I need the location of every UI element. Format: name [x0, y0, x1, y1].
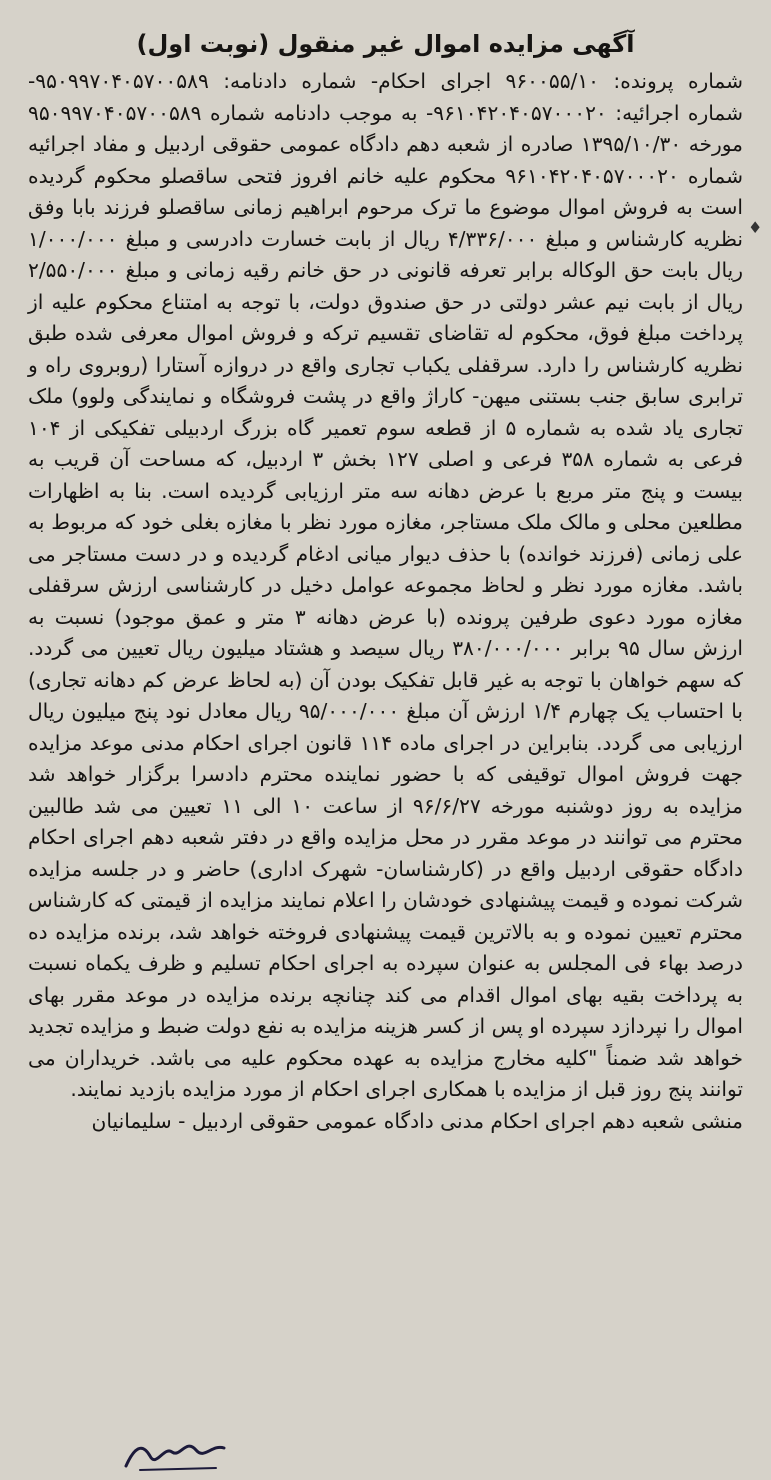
- notice-body: شماره پرونده: ۹۶۰۰۵۵/۱۰ اجرای احکام- شماره دادنامه: ۹۵۰۹۹۷۰۴۰۵۷۰۰۵۸۹- شماره اجرائیه: ۹۶۱۰۴۲۰۴۰۵۷۰۰۰۲۰- به موجب دادنامه شماره ۹۵۰۹۹۷۰۴۰۵۷۰۰۵۸۹ مورخه ۱۳۹۵/۱۰/۳۰ صادره از شعبه دهم دادگاه عمومی حقوقی اردبیل و مفاد اجرائیه شماره ۹۶۱۰۴۲۰۴۰۵۷۰۰۰۲۰ محکوم علیه خانم افروز فتحی ساقصلو محکوم گردیده است به فروش اموال موضوع ما ترک مرحوم ابراهیم زمانی ساقصلو فرزند بابا وفق نظریه کارشناس و مبلغ ۴/۳۳۶/۰۰۰ ریال از بابت خسارت دادرسی و مبلغ ۱/۰۰۰/۰۰۰ ریال بابت حق الوکاله برابر تعرفه قانونی در حق خانم رقیه زمانی و مبلغ ۲/۵۵۰/۰۰۰ ریال از بابت نیم عشر دولتی در حق صندوق دولت، با توجه به امتناع محکوم علیه از پرداخت مبلغ فوق، محکوم له تقاضای تقسیم ترکه و فروش اموال معرفی شده طبق نظریه کارشناس را دارد. سرقفلی یکباب تجاری واقع در دروازه آستارا (روبروی راه و ترابری سابق جنب بستنی میهن- کاراژ واقع در پشت فروشگاه و نمایندگی ولوو) ملک تجاری یاد شده به شماره ۵ از قطعه سوم تعمیر گاه بزرگ اردبیلی تفکیکی از ۱۰۴ فرعی به شماره ۳۵۸ فرعی و اصلی ۱۲۷ بخش ۳ اردبیل، که مساحت آن قریب به بیست و پنج متر مربع با عرض دهانه سه متر ارزیابی گردیده است. بنا به اظهارات مطلعین محلی و مالک ملک مستاجر، مغازه مورد نظر با مغازه بغلی خود که مربوط به علی زمانی (فرزند خوانده) با حذف دیوار میانی ادغام گردیده و در دست مستاجر می باشد. مغازه مورد نظر و لحاظ مجموعه عوامل دخیل در کارشناسی ارزش سرقفلی مغازه مورد دعوی طرفین پرونده (با عرض دهانه ۳ متر و عمق موجود) نسبت به ارزش سال ۹۵ برابر ۳۸۰/۰۰۰/۰۰۰ ریال سیصد و هشتاد میلیون ریال تعیین می گردد. که سهم خواهان با توجه به غیر قابل تفکیک بودن آن (به لحاظ عرض کم دهانه تجاری) با احتساب یک چهارم ۱/۴ ارزش آن مبلغ ۹۵/۰۰۰/۰۰۰ ریال معادل نود پنج میلیون ریال ارزیابی می گردد. بنابراین در اجرای ماده ۱۱۴ قانون اجرای احکام مدنی موعد مزایده جهت فروش اموال توقیفی که با حضور نماینده محترم دادسرا برگزار خواهد شد مزایده به روز دوشنبه مورخه ۹۶/۶/۲۷ از ساعت ۱۰ الی ۱۱ تعیین می شد طالبین محترم می توانند در موعد مقرر در محل مزایده واقع در دفتر شعبه دهم اجرای احکام دادگاه حقوقی اردبیل واقع در (کارشناسان- شهرک اداری) حاضر و در جلسه مزایده شرکت نموده و قیمت پیشنهادی خودشان را اعلام نمایند مزایده از قیمتی که کارشناس محترم تعیین نموده و به بالاترین قیمت پیشنهادی فروخته خواهد شد، برنده مزایده ده درصد بهاء فی المجلس به عنوان سپرده به اجرای احکام تسلیم و ظرف یکماه نسبت به پرداخت بقیه بهای اموال اقدام می کند چنانچه برنده مزایده در موعد مقرر بهای اموال را نپردازد سپرده او پس از کسر هزینه مزایده به نفع دولت ضبط و مزایده تجدید خواهد شد ضمناً "کلیه مخارج مزایده به عهده محکوم علیه می باشد. خریداران می توانند پنج روز قبل از مزایده با همکاری اجرای احکام از مورد مزایده بازدید نمایند.: [28, 69, 744, 1101]
- margin-mark-icon: ♦: [748, 218, 763, 237]
- notice-signature: منشی شعبه دهم اجرای احکام مدنی دادگاه عمومی حقوقی اردبیل - سلیمانیان: [91, 1108, 743, 1133]
- handwritten-mark-icon: [120, 1428, 230, 1476]
- auction-notice: [28, 24, 743, 1137]
- notice-title: آگهی مزایده اموال غیر منقول (نوبت اول): [136, 30, 635, 58]
